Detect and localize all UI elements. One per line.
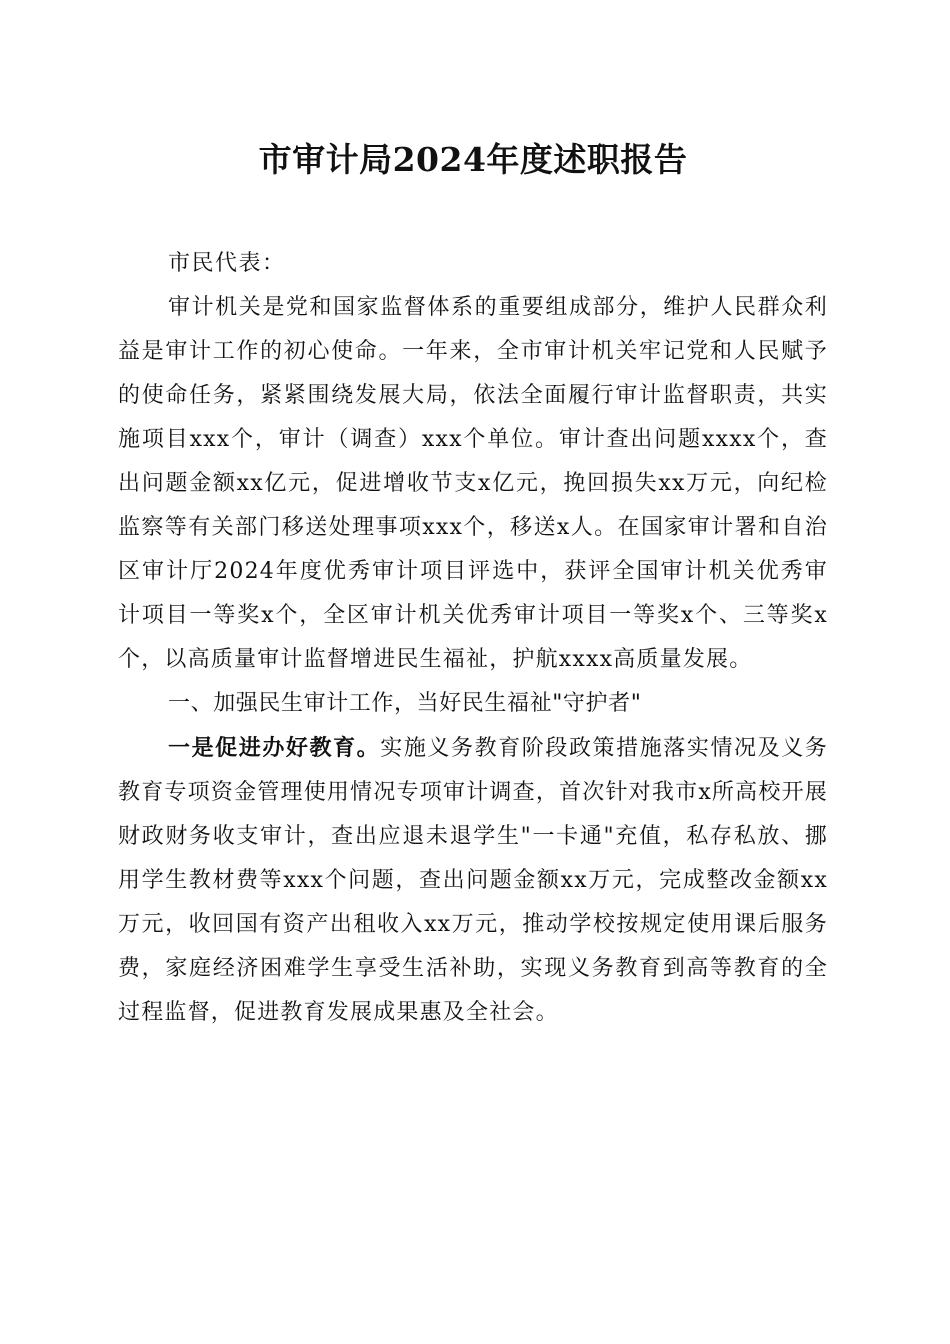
intro-paragraph: 审计机关是党和国家监督体系的重要组成部分，维护人民群众利益是审计工作的初心使命。一年来，全市审计机关牢记党和人民赋予的使命任务，紧紧围绕发展大局，依法全面履行审计监督职责，共实施项目xxx个，审计（调查）xxx个单位。审计查出问题xxxx个，查出问题金额xx亿元，促进增收节支x亿元，挽回损失xx万元，向纪检监察等有关部门移送处理事项xxx个，移送x人。在国家审计署和自治区审计厅2024年度优秀审计项目评选中，获评全国审计机关优秀审计项目一等奖x个，全区审计机关优秀审计项目一等奖x个、三等奖x个，以高质量审计监督增进民生福祉，护航xxxx高质量发展。	[118, 295, 828, 672]
document-page	[118, 130, 828, 1035]
salutation: 市民代表：	[168, 251, 286, 276]
section-heading: 一、加强民生审计工作，当好民生福祉"守护者"	[168, 691, 642, 716]
point-lead: 一是促进办好教育。	[168, 735, 381, 761]
point-paragraph	[118, 726, 828, 1035]
document-title: 市审计局2024年度述职报告	[258, 140, 688, 179]
point-body: 实施义务教育阶段政策措施落实情况及义务教育专项资金管理使用情况专项审计调查，首次针对我市x所高校开展财政财务收支审计，查出应退未退学生"一卡通"充值，私存私放、挪用学生教材费等xxx个问题，查出问题金额xx万元，完成整改金额xx万元，收回国有资产出租收入xx万元，推动学校按规定使用课后服务费，家庭经济困难学生享受生活补助，实现义务教育到高等教育的全过程监督，促进教育发展成果惠及全社会。	[118, 736, 828, 1025]
